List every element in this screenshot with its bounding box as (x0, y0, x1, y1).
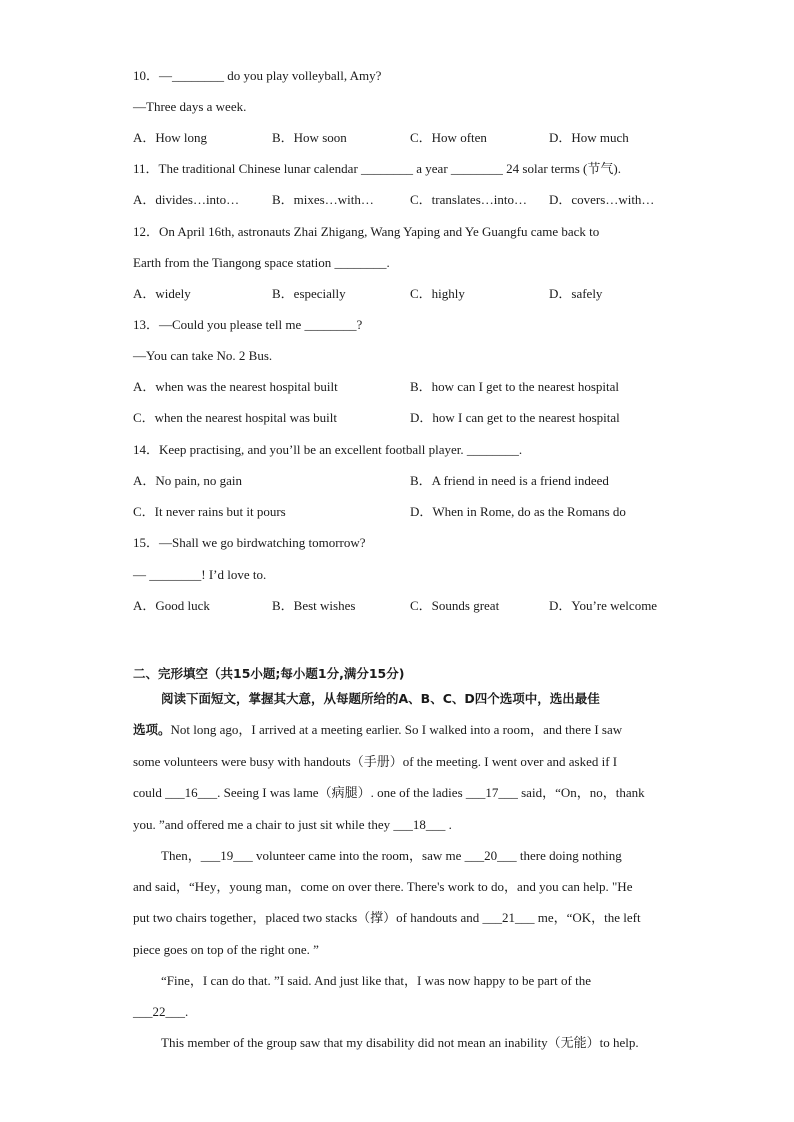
q14-option-d: D．When in Rome, do as the Romans do (410, 504, 626, 519)
q12-option-b: B．especially (272, 286, 346, 301)
passage-line-9: “Fine，I can do that. ”I said. And just like that，I was now happy to be part of the (161, 973, 591, 988)
question-15-stem: 15．—Shall we go birdwatching tomorrow? (133, 535, 366, 550)
q11-option-b: B．mixes…with… (272, 192, 374, 207)
passage-line-6: and said，“Hey，young man，come on over there. There's work to do，and you can help. "He (133, 879, 633, 894)
q12-option-c: C．highly (410, 286, 465, 301)
q15-option-a: A．Good luck (133, 598, 210, 613)
question-10-reply: —Three days a week. (133, 99, 247, 114)
question-13-stem: 13．—Could you please tell me ________? (133, 317, 363, 332)
q10-option-a: A．How long (133, 130, 208, 145)
passage-line-11: This member of the group saw that my disability did not mean an inability（无能）to help. (161, 1035, 639, 1050)
q10-option-d: D．How much (549, 130, 629, 145)
q11-option-a: A．divides…into… (133, 192, 240, 207)
q12-option-d: D．safely (549, 286, 603, 301)
q15-option-b: B．Best wishes (272, 598, 356, 613)
passage-line-10: ___22___. (133, 1004, 189, 1019)
passage-line-7: put two chairs together，placed two stacks（撑）of handouts and ___21___ me，“OK，the left (133, 910, 641, 925)
question-14-stem: 14．Keep practising, and you’ll be an excellent football player. ________. (133, 442, 523, 457)
passage-line-8: piece goes on top of the right one. ” (133, 942, 319, 957)
passage-text-1: Not long ago，I arrived at a meeting earlier. So I walked into a room，and there I saw (170, 722, 623, 737)
q11-option-c: C．translates…into… (410, 192, 527, 207)
section-2-heading: 二、完形填空（共15小题;每小题1分,满分15分) (133, 666, 405, 681)
q14-option-a: A．No pain, no gain (133, 473, 243, 488)
q13-option-b: B．how can I get to the nearest hospital (410, 379, 620, 394)
question-11-stem: 11．The traditional Chinese lunar calendar ________ a year ________ 24 solar terms (节气). (133, 161, 621, 176)
section-2-instruction-end: 选项。 (133, 722, 171, 737)
q15-option-d: D．You’re welcome (549, 598, 658, 613)
passage-line-2: some volunteers were busy with handouts（手册）of the meeting. I went over and asked if I (133, 754, 618, 769)
q13-option-d: D．how I can get to the nearest hospital (410, 410, 620, 425)
passage-line-4: you. ”and offered me a chair to just sit while they ___18___ . (133, 817, 452, 832)
q14-option-c: C．It never rains but it pours (133, 504, 286, 519)
q13-option-c: C．when the nearest hospital was built (133, 410, 337, 425)
q12-option-a: A．widely (133, 286, 191, 301)
question-13-reply: —You can take No. 2 Bus. (133, 348, 273, 363)
question-15-reply: — ________! I’d love to. (133, 567, 267, 582)
q13-option-a: A．when was the nearest hospital built (133, 379, 338, 394)
section-2-instruction: 阅读下面短文，掌握其大意，从每题所给的A、B、C、D四个选项中，选出最佳 (161, 691, 600, 706)
passage-line-1 (133, 722, 622, 738)
q10-option-b: B．How soon (272, 130, 347, 145)
passage-line-3: could ___16___. Seeing I was lame（病腿）. one of the ladies ___17___ said，“On，no，thank (133, 785, 645, 800)
question-12-stem-continued: Earth from the Tiangong space station ________. (133, 255, 390, 270)
question-10-stem: 10．—________ do you play volleyball, Amy? (133, 68, 382, 83)
q15-option-c: C．Sounds great (410, 598, 500, 613)
q14-option-b: B．A friend in need is a friend indeed (410, 473, 609, 488)
passage-line-5: Then，___19___ volunteer came into the room，saw me ___20___ there doing nothing (161, 848, 622, 863)
q10-option-c: C．How often (410, 130, 487, 145)
question-12-stem: 12．On April 16th, astronauts Zhai Zhigang, Wang Yaping and Ye Guangfu came back to (133, 224, 600, 239)
q11-option-d: D．covers…with… (549, 192, 655, 207)
